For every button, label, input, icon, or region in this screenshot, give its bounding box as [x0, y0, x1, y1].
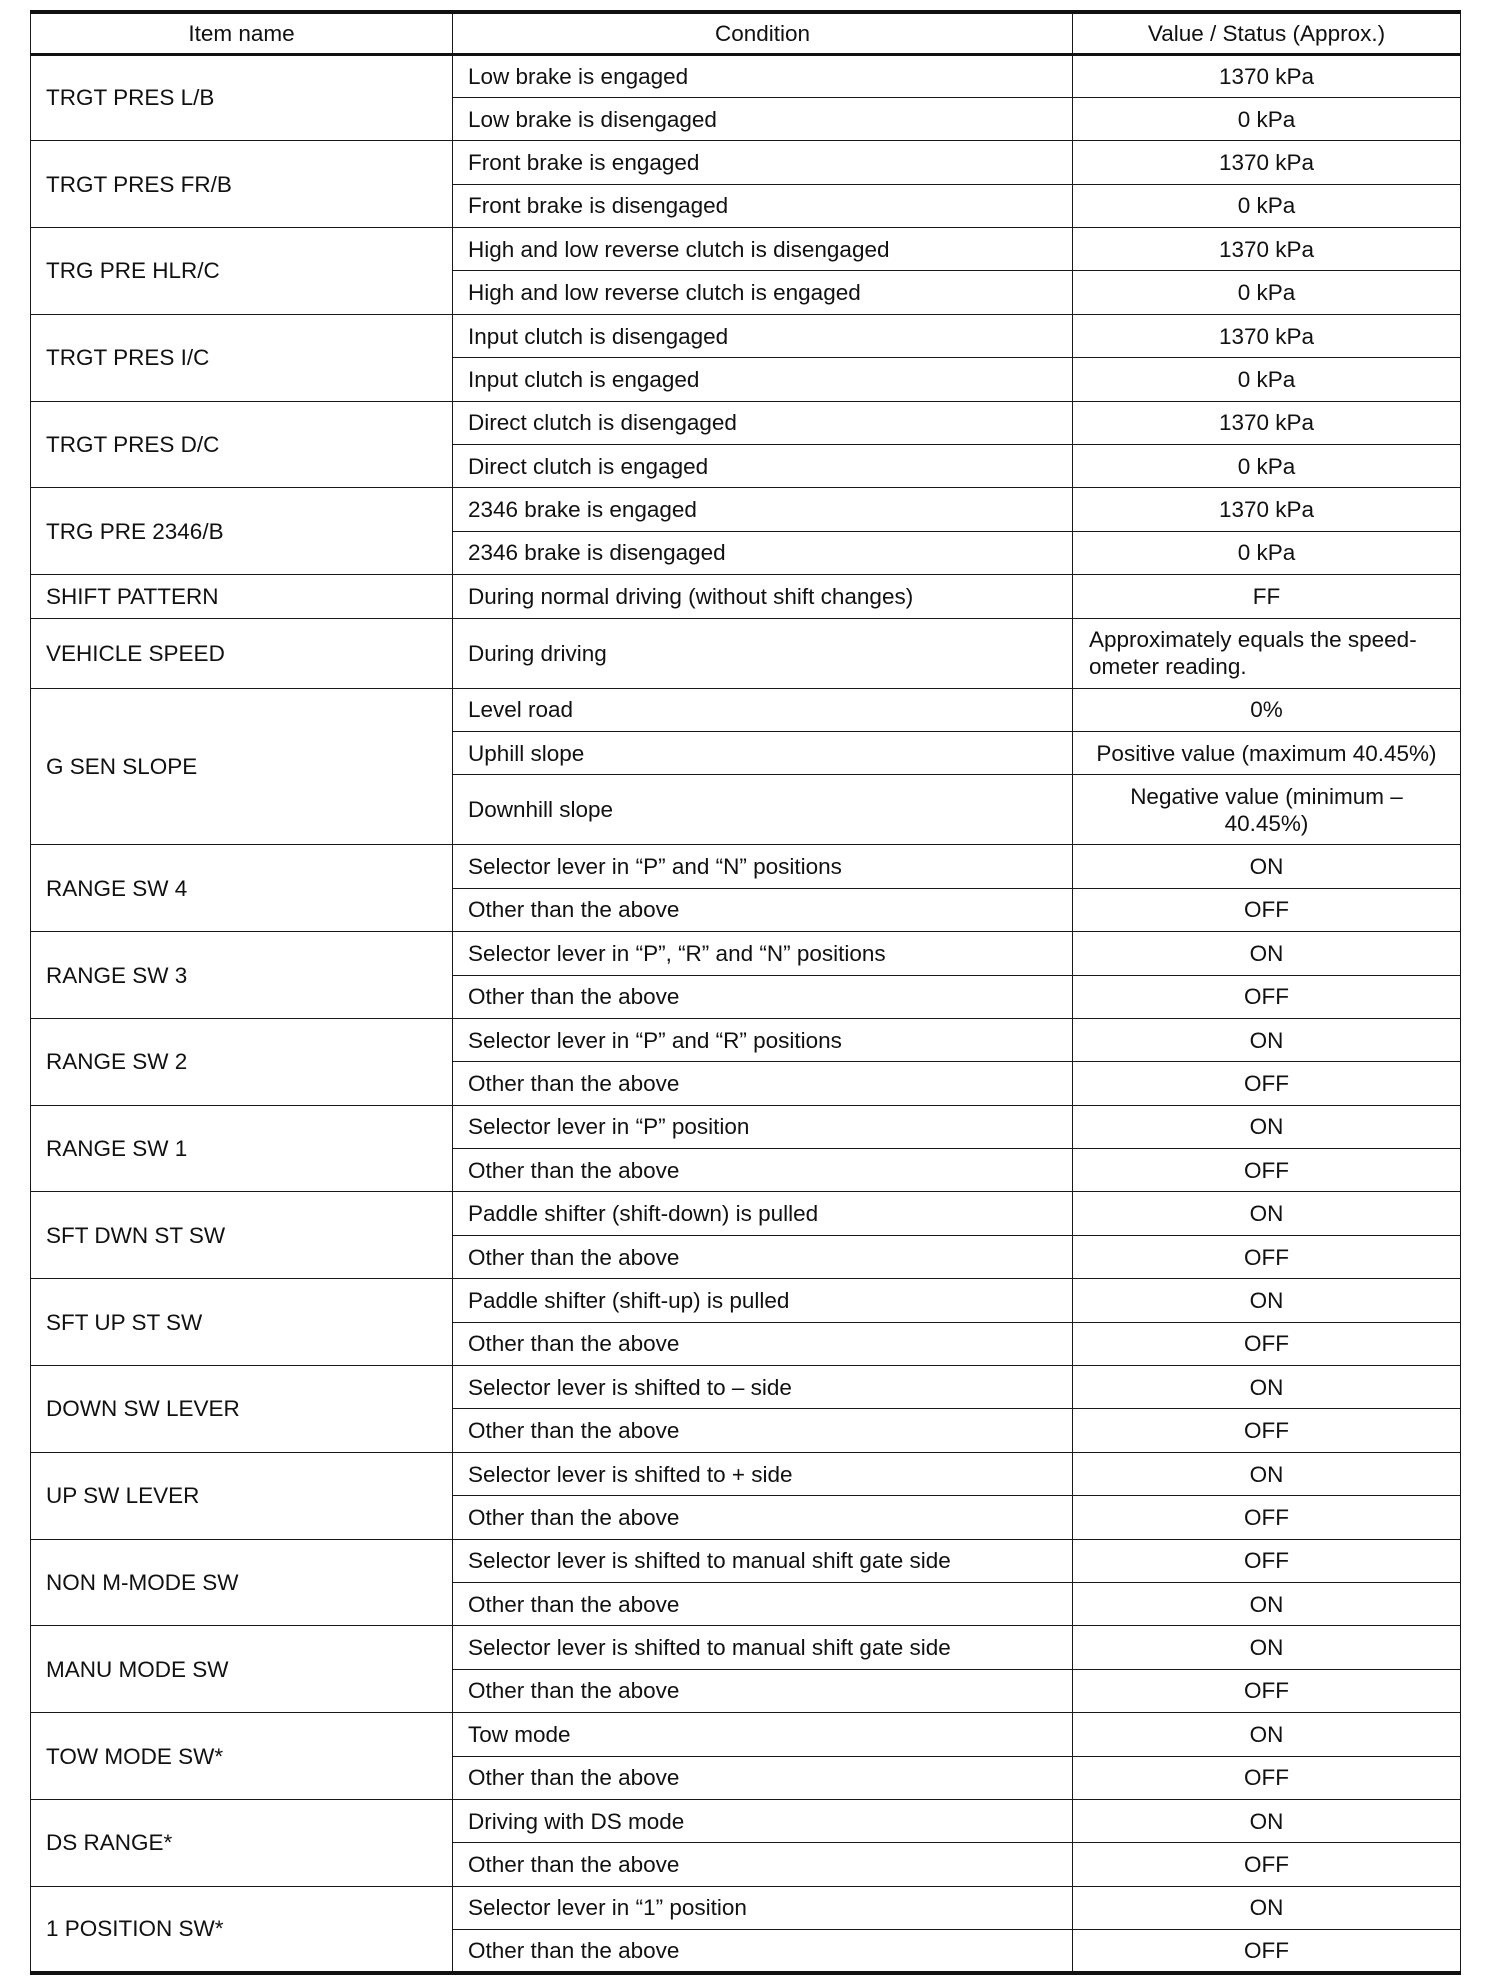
value-status-cell: 1370 kPa — [1073, 54, 1461, 97]
value-status-cell: ON — [1073, 1105, 1461, 1148]
table-row — [31, 932, 1461, 975]
table-row — [31, 401, 1461, 444]
value-status-cell: OFF — [1073, 888, 1461, 931]
condition-cell: Other than the above — [453, 888, 1073, 931]
condition-cell: Paddle shifter (shift-down) is pulled — [453, 1192, 1073, 1235]
condition-cell: Driving with DS mode — [453, 1799, 1073, 1842]
table-row — [31, 575, 1461, 618]
value-status-cell: ON — [1073, 1366, 1461, 1409]
item-name-cell: RANGE SW 4 — [31, 845, 453, 932]
value-status-cell: OFF — [1073, 1756, 1461, 1799]
condition-cell: Downhill slope — [453, 775, 1073, 845]
condition-cell: Front brake is disengaged — [453, 184, 1073, 227]
condition-cell: Selector lever in “1” position — [453, 1886, 1073, 1929]
data-monitor-table — [30, 10, 1461, 1975]
value-status-cell: OFF — [1073, 1669, 1461, 1712]
item-name-cell: MANU MODE SW — [31, 1626, 453, 1713]
condition-cell: During normal driving (without shift changes) — [453, 575, 1073, 618]
value-status-cell: 1370 kPa — [1073, 488, 1461, 531]
condition-cell: Selector lever in “P” position — [453, 1105, 1073, 1148]
value-status-cell: ON — [1073, 932, 1461, 975]
condition-cell: Selector lever is shifted to + side — [453, 1452, 1073, 1495]
table-row — [31, 1626, 1461, 1669]
table-row — [31, 1886, 1461, 1929]
condition-cell: Level road — [453, 688, 1073, 731]
item-name-cell: TRG PRE 2346/B — [31, 488, 453, 575]
value-status-cell — [1073, 618, 1461, 688]
value-status-cell: 0 kPa — [1073, 358, 1461, 401]
value-status-cell: 0 kPa — [1073, 271, 1461, 314]
value-status-cell: Positive value (maximum 40.45%) — [1073, 731, 1461, 774]
header-value-status: Value / Status (Approx.) — [1073, 12, 1461, 54]
condition-cell: Input clutch is disengaged — [453, 314, 1073, 357]
item-name-cell: SFT UP ST SW — [31, 1279, 453, 1366]
value-status-cell: OFF — [1073, 1322, 1461, 1365]
header-item-name: Item name — [31, 12, 453, 54]
condition-cell: Direct clutch is disengaged — [453, 401, 1073, 444]
table-row — [31, 845, 1461, 888]
value-status-cell: OFF — [1073, 1496, 1461, 1539]
item-name-cell: RANGE SW 1 — [31, 1105, 453, 1192]
condition-cell: Other than the above — [453, 1583, 1073, 1626]
table-row — [31, 1279, 1461, 1322]
table-row — [31, 1799, 1461, 1842]
item-name-cell: G SEN SLOPE — [31, 688, 453, 845]
table-row — [31, 314, 1461, 357]
header-condition: Condition — [453, 12, 1073, 54]
data-monitor-table-container — [30, 10, 1460, 1975]
value-status-cell — [1073, 775, 1461, 845]
table-row — [31, 1192, 1461, 1235]
table-row — [31, 228, 1461, 271]
condition-cell: Other than the above — [453, 1669, 1073, 1712]
table-row — [31, 1018, 1461, 1061]
value-status-cell: 1370 kPa — [1073, 314, 1461, 357]
value-line: 40.45%) — [1224, 810, 1309, 836]
value-status-cell: 0 kPa — [1073, 531, 1461, 574]
item-name-cell: TRG PRE HLR/C — [31, 228, 453, 315]
condition-cell: Other than the above — [453, 1322, 1073, 1365]
condition-cell: Other than the above — [453, 1062, 1073, 1105]
condition-cell: During driving — [453, 618, 1073, 688]
table-row — [31, 618, 1461, 688]
condition-cell: Tow mode — [453, 1713, 1073, 1756]
value-status-cell: OFF — [1073, 1235, 1461, 1278]
item-name-cell: TRGT PRES L/B — [31, 54, 453, 141]
table-row — [31, 54, 1461, 97]
item-name-cell: 1 POSITION SW* — [31, 1886, 453, 1973]
condition-cell: Selector lever in “P” and “N” positions — [453, 845, 1073, 888]
condition-cell: Other than the above — [453, 1930, 1073, 1973]
condition-cell: Paddle shifter (shift-up) is pulled — [453, 1279, 1073, 1322]
value-status-cell: ON — [1073, 1583, 1461, 1626]
item-name-cell: RANGE SW 3 — [31, 932, 453, 1019]
value-status-cell: 0 kPa — [1073, 184, 1461, 227]
value-status-cell: OFF — [1073, 1930, 1461, 1973]
value-status-cell: 1370 kPa — [1073, 141, 1461, 184]
condition-cell: Other than the above — [453, 1235, 1073, 1278]
item-name-cell: TRGT PRES D/C — [31, 401, 453, 488]
table-row — [31, 1452, 1461, 1495]
condition-cell: Selector lever in “P”, “R” and “N” positions — [453, 932, 1073, 975]
value-status-cell: ON — [1073, 1799, 1461, 1842]
item-name-cell: RANGE SW 2 — [31, 1018, 453, 1105]
table-body — [31, 54, 1461, 1973]
value-status-cell: ON — [1073, 845, 1461, 888]
value-line: Negative value (minimum – — [1130, 783, 1403, 809]
table-header — [31, 12, 1461, 54]
condition-cell: Direct clutch is engaged — [453, 445, 1073, 488]
value-status-cell: ON — [1073, 1279, 1461, 1322]
condition-cell: Other than the above — [453, 1843, 1073, 1886]
value-status-cell: OFF — [1073, 975, 1461, 1018]
value-status-cell: 0 kPa — [1073, 445, 1461, 488]
condition-cell: Front brake is engaged — [453, 141, 1073, 184]
value-status-cell: ON — [1073, 1192, 1461, 1235]
item-name-cell: NON M-MODE SW — [31, 1539, 453, 1626]
item-name-cell: VEHICLE SPEED — [31, 618, 453, 688]
value-status-cell: ON — [1073, 1018, 1461, 1061]
value-status-cell: OFF — [1073, 1062, 1461, 1105]
condition-cell: Other than the above — [453, 975, 1073, 1018]
condition-cell: High and low reverse clutch is engaged — [453, 271, 1073, 314]
condition-cell: Other than the above — [453, 1149, 1073, 1192]
condition-cell: Selector lever is shifted to manual shift gate side — [453, 1539, 1073, 1582]
table-row — [31, 1105, 1461, 1148]
condition-cell: Selector lever is shifted to manual shift gate side — [453, 1626, 1073, 1669]
item-name-cell: DS RANGE* — [31, 1799, 453, 1886]
condition-cell: Other than the above — [453, 1756, 1073, 1799]
value-status-cell: 0 kPa — [1073, 97, 1461, 140]
condition-cell: Input clutch is engaged — [453, 358, 1073, 401]
item-name-cell: UP SW LEVER — [31, 1452, 453, 1539]
value-status-cell: OFF — [1073, 1843, 1461, 1886]
condition-cell: Other than the above — [453, 1409, 1073, 1452]
condition-cell: Selector lever is shifted to – side — [453, 1366, 1073, 1409]
item-name-cell: TRGT PRES FR/B — [31, 141, 453, 228]
value-status-cell: ON — [1073, 1713, 1461, 1756]
condition-cell: High and low reverse clutch is disengaged — [453, 228, 1073, 271]
condition-cell: Selector lever in “P” and “R” positions — [453, 1018, 1073, 1061]
value-line: Approximately equals the speed- — [1089, 627, 1417, 653]
condition-cell: Low brake is engaged — [453, 54, 1073, 97]
item-name-cell: SFT DWN ST SW — [31, 1192, 453, 1279]
condition-cell: Low brake is disengaged — [453, 97, 1073, 140]
value-status-cell: ON — [1073, 1452, 1461, 1495]
condition-cell: Other than the above — [453, 1496, 1073, 1539]
condition-cell: 2346 brake is engaged — [453, 488, 1073, 531]
value-status-cell: OFF — [1073, 1149, 1461, 1192]
value-status-cell: OFF — [1073, 1409, 1461, 1452]
value-line: ometer reading. — [1089, 654, 1247, 680]
value-status-cell: 1370 kPa — [1073, 401, 1461, 444]
value-status-cell: ON — [1073, 1626, 1461, 1669]
condition-cell: Uphill slope — [453, 731, 1073, 774]
table-row — [31, 1539, 1461, 1582]
table-row — [31, 688, 1461, 731]
item-name-cell: TOW MODE SW* — [31, 1713, 453, 1800]
header-row — [31, 12, 1461, 54]
table-row — [31, 1713, 1461, 1756]
value-status-cell: FF — [1073, 575, 1461, 618]
item-name-cell: TRGT PRES I/C — [31, 314, 453, 401]
value-status-cell: OFF — [1073, 1539, 1461, 1582]
item-name-cell: SHIFT PATTERN — [31, 575, 453, 618]
condition-cell: 2346 brake is disengaged — [453, 531, 1073, 574]
table-row — [31, 141, 1461, 184]
item-name-cell: DOWN SW LEVER — [31, 1366, 453, 1453]
value-status-cell: 1370 kPa — [1073, 228, 1461, 271]
table-row — [31, 1366, 1461, 1409]
value-status-cell: ON — [1073, 1886, 1461, 1929]
value-status-cell: 0% — [1073, 688, 1461, 731]
table-row — [31, 488, 1461, 531]
